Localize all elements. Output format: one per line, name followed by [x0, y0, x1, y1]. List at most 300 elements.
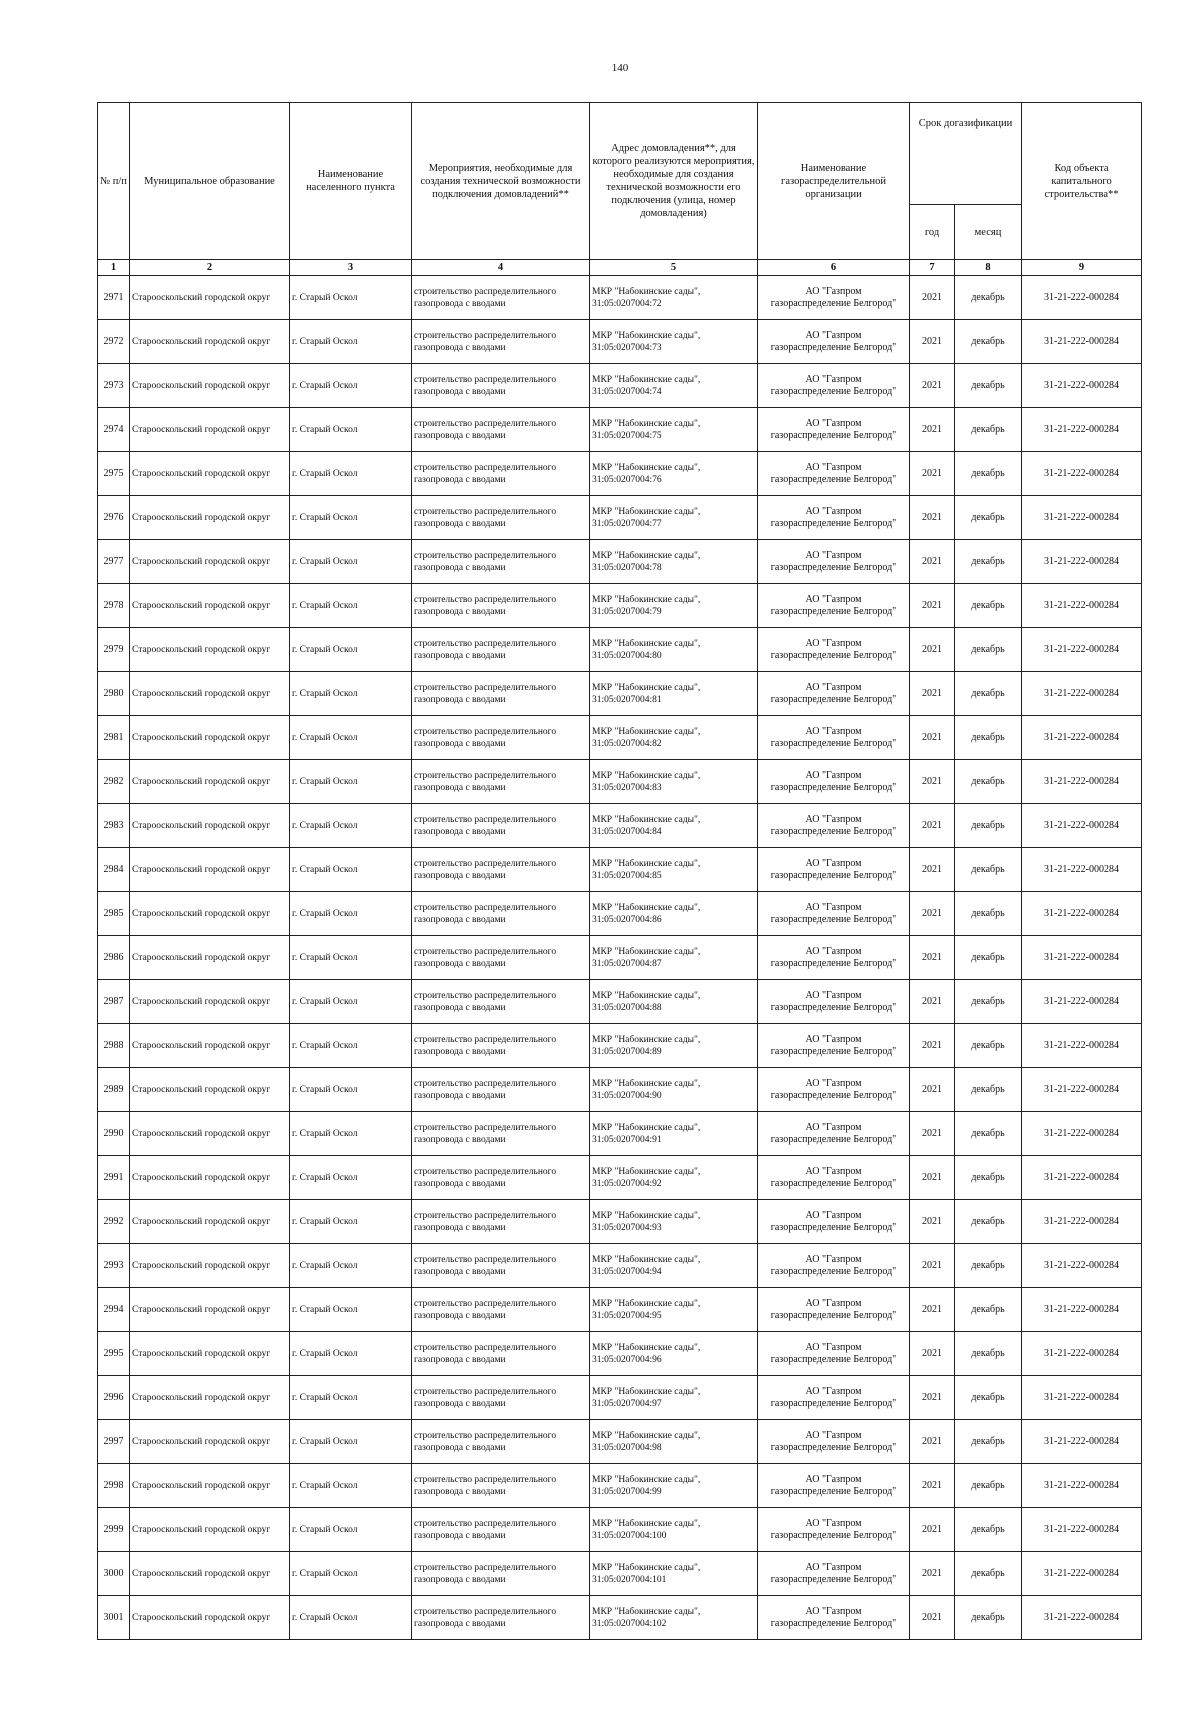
year-cell: 2021 — [910, 1464, 955, 1508]
address-cell: МКР "Набокинские сады", 31:05:0207004:92 — [590, 1156, 758, 1200]
header-object-code: Код объекта капитального строительства** — [1022, 103, 1142, 260]
table-row — [98, 892, 1142, 936]
object-code-cell: 31-21-222-000284 — [1022, 1156, 1142, 1200]
settlement-cell: г. Старый Оскол — [290, 1464, 412, 1508]
municipality-cell: Старооскольский городской округ — [130, 1200, 290, 1244]
object-code-cell: 31-21-222-000284 — [1022, 672, 1142, 716]
header-num: № п/п — [98, 103, 130, 260]
event-cell: строительство распределительного газопровода с вводами — [412, 980, 590, 1024]
row-number: 2980 — [98, 672, 130, 716]
event-cell: строительство распределительного газопровода с вводами — [412, 584, 590, 628]
year-cell: 2021 — [910, 320, 955, 364]
settlement-cell: г. Старый Оскол — [290, 804, 412, 848]
object-code-cell: 31-21-222-000284 — [1022, 716, 1142, 760]
organization-line-2: газораспределение Белгород" — [770, 341, 897, 353]
object-code-cell: 31-21-222-000284 — [1022, 1244, 1142, 1288]
organization-cell — [758, 364, 910, 408]
month-cell: декабрь — [955, 1420, 1022, 1464]
table-header — [98, 103, 1142, 276]
settlement-cell: г. Старый Оскол — [290, 584, 412, 628]
month-cell: декабрь — [955, 584, 1022, 628]
month-cell: декабрь — [955, 1244, 1022, 1288]
column-number: 9 — [1022, 260, 1142, 276]
row-number: 2998 — [98, 1464, 130, 1508]
month-cell: декабрь — [955, 1596, 1022, 1640]
row-number: 2987 — [98, 980, 130, 1024]
address-cell: МКР "Набокинские сады", 31:05:0207004:83 — [590, 760, 758, 804]
organization-line-2: газораспределение Белгород" — [770, 825, 897, 837]
table-row — [98, 1508, 1142, 1552]
settlement-cell: г. Старый Оскол — [290, 1200, 412, 1244]
organization-line-2: газораспределение Белгород" — [770, 1089, 897, 1101]
event-cell: строительство распределительного газопровода с вводами — [412, 804, 590, 848]
year-cell: 2021 — [910, 452, 955, 496]
organization-cell — [758, 1332, 910, 1376]
settlement-cell: г. Старый Оскол — [290, 364, 412, 408]
month-cell: декабрь — [955, 276, 1022, 320]
month-cell: декабрь — [955, 1376, 1022, 1420]
settlement-cell: г. Старый Оскол — [290, 1068, 412, 1112]
organization-line-2: газораспределение Белгород" — [770, 1221, 897, 1233]
address-cell: МКР "Набокинские сады", 31:05:0207004:91 — [590, 1112, 758, 1156]
municipality-cell: Старооскольский городской округ — [130, 276, 290, 320]
address-cell: МКР "Набокинские сады", 31:05:0207004:89 — [590, 1024, 758, 1068]
object-code-cell: 31-21-222-000284 — [1022, 408, 1142, 452]
organization-cell — [758, 584, 910, 628]
municipality-cell: Старооскольский городской округ — [130, 1244, 290, 1288]
settlement-cell: г. Старый Оскол — [290, 1420, 412, 1464]
object-code-cell: 31-21-222-000284 — [1022, 276, 1142, 320]
row-number: 2984 — [98, 848, 130, 892]
organization-cell — [758, 804, 910, 848]
municipality-cell: Старооскольский городской округ — [130, 1596, 290, 1640]
organization-line-1: АО "Газпром — [805, 417, 862, 429]
address-cell: МКР "Набокинские сады", 31:05:0207004:90 — [590, 1068, 758, 1112]
table-row — [98, 276, 1142, 320]
column-number: 6 — [758, 260, 910, 276]
address-cell: МКР "Набокинские сады", 31:05:0207004:81 — [590, 672, 758, 716]
organization-line-2: газораспределение Белгород" — [770, 1265, 897, 1277]
object-code-cell: 31-21-222-000284 — [1022, 1024, 1142, 1068]
address-cell: МКР "Набокинские сады", 31:05:0207004:72 — [590, 276, 758, 320]
table-row — [98, 1420, 1142, 1464]
column-number: 5 — [590, 260, 758, 276]
month-cell: декабрь — [955, 1288, 1022, 1332]
settlement-cell: г. Старый Оскол — [290, 628, 412, 672]
organization-cell — [758, 1068, 910, 1112]
address-cell: МКР "Набокинские сады", 31:05:0207004:97 — [590, 1376, 758, 1420]
header-year: год — [910, 205, 955, 260]
organization-line-1: АО "Газпром — [805, 1253, 862, 1265]
month-cell: декабрь — [955, 1112, 1022, 1156]
object-code-cell: 31-21-222-000284 — [1022, 1288, 1142, 1332]
month-cell: декабрь — [955, 1464, 1022, 1508]
event-cell: строительство распределительного газопровода с вводами — [412, 1596, 590, 1640]
row-number: 2982 — [98, 760, 130, 804]
object-code-cell: 31-21-222-000284 — [1022, 1068, 1142, 1112]
organization-line-1: АО "Газпром — [805, 549, 862, 561]
municipality-cell: Старооскольский городской округ — [130, 1508, 290, 1552]
year-cell: 2021 — [910, 1200, 955, 1244]
municipality-cell: Старооскольский городской округ — [130, 1332, 290, 1376]
event-cell: строительство распределительного газопровода с вводами — [412, 628, 590, 672]
month-cell: декабрь — [955, 1156, 1022, 1200]
address-cell: МКР "Набокинские сады", 31:05:0207004:84 — [590, 804, 758, 848]
organization-line-2: газораспределение Белгород" — [770, 1397, 897, 1409]
month-cell: декабрь — [955, 760, 1022, 804]
table-row — [98, 1596, 1142, 1640]
organization-cell — [758, 1420, 910, 1464]
month-cell: декабрь — [955, 1068, 1022, 1112]
table-row — [98, 672, 1142, 716]
municipality-cell: Старооскольский городской округ — [130, 848, 290, 892]
settlement-cell: г. Старый Оскол — [290, 936, 412, 980]
month-cell: декабрь — [955, 672, 1022, 716]
organization-line-2: газораспределение Белгород" — [770, 1309, 897, 1321]
year-cell: 2021 — [910, 1244, 955, 1288]
organization-cell — [758, 1288, 910, 1332]
month-cell: декабрь — [955, 1552, 1022, 1596]
organization-cell — [758, 980, 910, 1024]
row-number: 2985 — [98, 892, 130, 936]
object-code-cell: 31-21-222-000284 — [1022, 848, 1142, 892]
municipality-cell: Старооскольский городской округ — [130, 1156, 290, 1200]
organization-cell — [758, 496, 910, 540]
year-cell: 2021 — [910, 1068, 955, 1112]
organization-line-1: АО "Газпром — [805, 637, 862, 649]
municipality-cell: Старооскольский городской округ — [130, 628, 290, 672]
municipality-cell: Старооскольский городской округ — [130, 584, 290, 628]
settlement-cell: г. Старый Оскол — [290, 980, 412, 1024]
month-cell: декабрь — [955, 1332, 1022, 1376]
organization-line-1: АО "Газпром — [805, 1429, 862, 1441]
event-cell: строительство распределительного газопровода с вводами — [412, 1376, 590, 1420]
organization-line-2: газораспределение Белгород" — [770, 957, 897, 969]
address-cell: МКР "Набокинские сады", 31:05:0207004:80 — [590, 628, 758, 672]
organization-line-1: АО "Газпром — [805, 1385, 862, 1397]
table-row — [98, 804, 1142, 848]
year-cell: 2021 — [910, 1508, 955, 1552]
address-cell: МКР "Набокинские сады", 31:05:0207004:76 — [590, 452, 758, 496]
address-cell: МКР "Набокинские сады", 31:05:0207004:93 — [590, 1200, 758, 1244]
organization-line-1: АО "Газпром — [805, 1121, 862, 1133]
year-cell: 2021 — [910, 1288, 955, 1332]
organization-line-1: АО "Газпром — [805, 285, 862, 297]
organization-line-1: АО "Газпром — [805, 989, 862, 1001]
settlement-cell: г. Старый Оскол — [290, 276, 412, 320]
table-row — [98, 1200, 1142, 1244]
row-number: 2981 — [98, 716, 130, 760]
year-cell: 2021 — [910, 980, 955, 1024]
settlement-cell: г. Старый Оскол — [290, 1112, 412, 1156]
object-code-cell: 31-21-222-000284 — [1022, 1332, 1142, 1376]
organization-line-1: АО "Газпром — [805, 329, 862, 341]
table-row — [98, 1288, 1142, 1332]
organization-line-2: газораспределение Белгород" — [770, 1177, 897, 1189]
organization-cell — [758, 1200, 910, 1244]
object-code-cell: 31-21-222-000284 — [1022, 1508, 1142, 1552]
month-cell: декабрь — [955, 408, 1022, 452]
year-cell: 2021 — [910, 364, 955, 408]
organization-line-1: АО "Газпром — [805, 813, 862, 825]
month-cell: декабрь — [955, 980, 1022, 1024]
event-cell: строительство распределительного газопровода с вводами — [412, 540, 590, 584]
organization-cell — [758, 452, 910, 496]
event-cell: строительство распределительного газопровода с вводами — [412, 408, 590, 452]
organization-cell — [758, 408, 910, 452]
table-row — [98, 1112, 1142, 1156]
month-cell: декабрь — [955, 320, 1022, 364]
header-settlement: Наименование населенного пункта — [290, 103, 412, 260]
settlement-cell: г. Старый Оскол — [290, 848, 412, 892]
row-number: 2974 — [98, 408, 130, 452]
table-row — [98, 1156, 1142, 1200]
column-number: 4 — [412, 260, 590, 276]
row-number: 2996 — [98, 1376, 130, 1420]
table-row — [98, 452, 1142, 496]
organization-line-2: газораспределение Белгород" — [770, 649, 897, 661]
table-row — [98, 1332, 1142, 1376]
organization-line-2: газораспределение Белгород" — [770, 1485, 897, 1497]
organization-line-1: АО "Газпром — [805, 1297, 862, 1309]
object-code-cell: 31-21-222-000284 — [1022, 452, 1142, 496]
month-cell: декабрь — [955, 848, 1022, 892]
settlement-cell: г. Старый Оскол — [290, 496, 412, 540]
address-cell: МКР "Набокинские сады", 31:05:0207004:85 — [590, 848, 758, 892]
address-cell: МКР "Набокинские сады", 31:05:0207004:87 — [590, 936, 758, 980]
organization-cell — [758, 1244, 910, 1288]
event-cell: строительство распределительного газопровода с вводами — [412, 1156, 590, 1200]
event-cell: строительство распределительного газопровода с вводами — [412, 1420, 590, 1464]
settlement-cell: г. Старый Оскол — [290, 408, 412, 452]
organization-line-2: газораспределение Белгород" — [770, 1133, 897, 1145]
event-cell: строительство распределительного газопровода с вводами — [412, 848, 590, 892]
table-row — [98, 1244, 1142, 1288]
event-cell: строительство распределительного газопровода с вводами — [412, 1464, 590, 1508]
event-cell: строительство распределительного газопровода с вводами — [412, 1200, 590, 1244]
event-cell: строительство распределительного газопровода с вводами — [412, 1552, 590, 1596]
organization-cell — [758, 320, 910, 364]
table-row — [98, 980, 1142, 1024]
year-cell: 2021 — [910, 276, 955, 320]
municipality-cell: Старооскольский городской округ — [130, 716, 290, 760]
year-cell: 2021 — [910, 892, 955, 936]
organization-line-1: АО "Газпром — [805, 1605, 862, 1617]
address-cell: МКР "Набокинские сады", 31:05:0207004:77 — [590, 496, 758, 540]
address-cell: МКР "Набокинские сады", 31:05:0207004:88 — [590, 980, 758, 1024]
organization-line-2: газораспределение Белгород" — [770, 473, 897, 485]
year-cell: 2021 — [910, 1596, 955, 1640]
address-cell: МКР "Набокинские сады", 31:05:0207004:98 — [590, 1420, 758, 1464]
header-municipality: Муниципальное образование — [130, 103, 290, 260]
table-row — [98, 364, 1142, 408]
row-number: 2977 — [98, 540, 130, 584]
organization-cell — [758, 716, 910, 760]
settlement-cell: г. Старый Оскол — [290, 760, 412, 804]
municipality-cell: Старооскольский городской округ — [130, 540, 290, 584]
settlement-cell: г. Старый Оскол — [290, 1288, 412, 1332]
object-code-cell: 31-21-222-000284 — [1022, 1552, 1142, 1596]
settlement-cell: г. Старый Оскол — [290, 1332, 412, 1376]
settlement-cell: г. Старый Оскол — [290, 452, 412, 496]
table-row — [98, 716, 1142, 760]
header-month: месяц — [955, 205, 1022, 260]
object-code-cell: 31-21-222-000284 — [1022, 1596, 1142, 1640]
organization-line-2: газораспределение Белгород" — [770, 561, 897, 573]
row-number: 2983 — [98, 804, 130, 848]
settlement-cell: г. Старый Оскол — [290, 320, 412, 364]
municipality-cell: Старооскольский городской округ — [130, 980, 290, 1024]
organization-line-1: АО "Газпром — [805, 593, 862, 605]
municipality-cell: Старооскольский городской округ — [130, 1024, 290, 1068]
address-cell: МКР "Набокинские сады", 31:05:0207004:78 — [590, 540, 758, 584]
municipality-cell: Старооскольский городской округ — [130, 672, 290, 716]
object-code-cell: 31-21-222-000284 — [1022, 892, 1142, 936]
event-cell: строительство распределительного газопровода с вводами — [412, 892, 590, 936]
table-row — [98, 1024, 1142, 1068]
municipality-cell: Старооскольский городской округ — [130, 1420, 290, 1464]
row-number: 2990 — [98, 1112, 130, 1156]
month-cell: декабрь — [955, 364, 1022, 408]
object-code-cell: 31-21-222-000284 — [1022, 1376, 1142, 1420]
month-cell: декабрь — [955, 540, 1022, 584]
header-address: Адрес домовладения**, для которого реализуются мероприятия, необходимые для создания технической возможности его подключения (улица, номер домовладения) — [590, 103, 758, 260]
month-cell: декабрь — [955, 716, 1022, 760]
organization-line-1: АО "Газпром — [805, 505, 862, 517]
organization-cell — [758, 760, 910, 804]
municipality-cell: Старооскольский городской округ — [130, 320, 290, 364]
organization-cell — [758, 848, 910, 892]
row-number: 2994 — [98, 1288, 130, 1332]
organization-cell — [758, 540, 910, 584]
object-code-cell: 31-21-222-000284 — [1022, 628, 1142, 672]
row-number: 2991 — [98, 1156, 130, 1200]
month-cell: декабрь — [955, 1508, 1022, 1552]
column-numbers-row — [98, 260, 1142, 276]
event-cell: строительство распределительного газопровода с вводами — [412, 276, 590, 320]
settlement-cell: г. Старый Оскол — [290, 892, 412, 936]
column-number: 3 — [290, 260, 412, 276]
event-cell: строительство распределительного газопровода с вводами — [412, 364, 590, 408]
organization-line-2: газораспределение Белгород" — [770, 913, 897, 925]
organization-line-1: АО "Газпром — [805, 1473, 862, 1485]
organization-line-2: газораспределение Белгород" — [770, 385, 897, 397]
row-number: 2975 — [98, 452, 130, 496]
organization-cell — [758, 1112, 910, 1156]
organization-line-2: газораспределение Белгород" — [770, 781, 897, 793]
municipality-cell: Старооскольский городской округ — [130, 804, 290, 848]
organization-line-1: АО "Газпром — [805, 945, 862, 957]
object-code-cell: 31-21-222-000284 — [1022, 1112, 1142, 1156]
organization-cell — [758, 276, 910, 320]
year-cell: 2021 — [910, 1332, 955, 1376]
organization-line-1: АО "Газпром — [805, 1517, 862, 1529]
row-number: 2979 — [98, 628, 130, 672]
table-row — [98, 1464, 1142, 1508]
organization-line-2: газораспределение Белгород" — [770, 1045, 897, 1057]
address-cell: МКР "Набокинские сады", 31:05:0207004:101 — [590, 1552, 758, 1596]
row-number: 3000 — [98, 1552, 130, 1596]
municipality-cell: Старооскольский городской округ — [130, 1376, 290, 1420]
table-row — [98, 540, 1142, 584]
address-cell: МКР "Набокинские сады", 31:05:0207004:86 — [590, 892, 758, 936]
organization-line-2: газораспределение Белгород" — [770, 429, 897, 441]
organization-line-1: АО "Газпром — [805, 1209, 862, 1221]
header-deadline-group: Срок догазификации — [910, 103, 1022, 205]
organization-line-1: АО "Газпром — [805, 1341, 862, 1353]
year-cell: 2021 — [910, 540, 955, 584]
organization-cell — [758, 1464, 910, 1508]
address-cell: МКР "Набокинские сады", 31:05:0207004:94 — [590, 1244, 758, 1288]
settlement-cell: г. Старый Оскол — [290, 540, 412, 584]
year-cell: 2021 — [910, 1552, 955, 1596]
object-code-cell: 31-21-222-000284 — [1022, 1464, 1142, 1508]
row-number: 2997 — [98, 1420, 130, 1464]
column-number: 7 — [910, 260, 955, 276]
organization-cell — [758, 1376, 910, 1420]
year-cell: 2021 — [910, 936, 955, 980]
row-number: 2995 — [98, 1332, 130, 1376]
row-number: 2976 — [98, 496, 130, 540]
organization-line-1: АО "Газпром — [805, 681, 862, 693]
row-number: 2989 — [98, 1068, 130, 1112]
organization-line-2: газораспределение Белгород" — [770, 1573, 897, 1585]
table-row — [98, 496, 1142, 540]
municipality-cell: Старооскольский городской округ — [130, 1464, 290, 1508]
organization-line-1: АО "Газпром — [805, 461, 862, 473]
month-cell: декабрь — [955, 1200, 1022, 1244]
settlement-cell: г. Старый Оскол — [290, 1156, 412, 1200]
year-cell: 2021 — [910, 672, 955, 716]
organization-line-2: газораспределение Белгород" — [770, 693, 897, 705]
object-code-cell: 31-21-222-000284 — [1022, 980, 1142, 1024]
event-cell: строительство распределительного газопровода с вводами — [412, 1068, 590, 1112]
month-cell: декабрь — [955, 936, 1022, 980]
year-cell: 2021 — [910, 1420, 955, 1464]
address-cell: МКР "Набокинские сады", 31:05:0207004:102 — [590, 1596, 758, 1640]
municipality-cell: Старооскольский городской округ — [130, 1068, 290, 1112]
organization-cell — [758, 1156, 910, 1200]
organization-line-1: АО "Газпром — [805, 1033, 862, 1045]
settlement-cell: г. Старый Оскол — [290, 1508, 412, 1552]
event-cell: строительство распределительного газопровода с вводами — [412, 760, 590, 804]
address-cell: МКР "Набокинские сады", 31:05:0207004:99 — [590, 1464, 758, 1508]
object-code-cell: 31-21-222-000284 — [1022, 760, 1142, 804]
address-cell: МКР "Набокинские сады", 31:05:0207004:82 — [590, 716, 758, 760]
object-code-cell: 31-21-222-000284 — [1022, 936, 1142, 980]
row-number: 2999 — [98, 1508, 130, 1552]
month-cell: декабрь — [955, 892, 1022, 936]
object-code-cell: 31-21-222-000284 — [1022, 1420, 1142, 1464]
municipality-cell: Старооскольский городской округ — [130, 892, 290, 936]
settlement-cell: г. Старый Оскол — [290, 1552, 412, 1596]
organization-line-1: АО "Газпром — [805, 1077, 862, 1089]
row-number: 2993 — [98, 1244, 130, 1288]
column-number: 1 — [98, 260, 130, 276]
organization-line-1: АО "Газпром — [805, 725, 862, 737]
address-cell: МКР "Набокинские сады", 31:05:0207004:75 — [590, 408, 758, 452]
object-code-cell: 31-21-222-000284 — [1022, 320, 1142, 364]
organization-line-1: АО "Газпром — [805, 769, 862, 781]
table-row — [98, 936, 1142, 980]
table-row — [98, 848, 1142, 892]
header-event: Мероприятия, необходимые для создания технической возможности подключения домовладений** — [412, 103, 590, 260]
event-cell: строительство распределительного газопровода с вводами — [412, 672, 590, 716]
organization-line-2: газораспределение Белгород" — [770, 869, 897, 881]
event-cell: строительство распределительного газопровода с вводами — [412, 320, 590, 364]
year-cell: 2021 — [910, 584, 955, 628]
address-cell: МКР "Набокинские сады", 31:05:0207004:73 — [590, 320, 758, 364]
